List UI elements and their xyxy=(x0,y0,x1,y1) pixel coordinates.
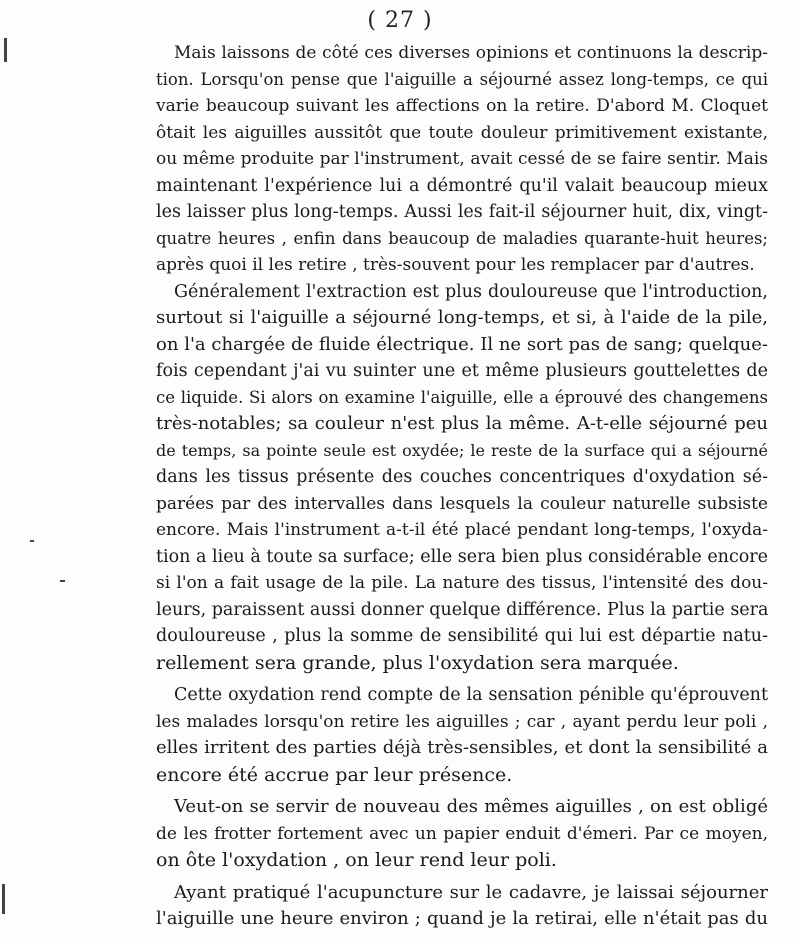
page-number: ( 27 ) xyxy=(367,8,433,33)
text-line: on ôte l'oxydation , on leur rend leur poli. xyxy=(156,849,557,871)
text-line: dans les tissus présente des couches concentriques d'oxydation sé- xyxy=(156,467,768,487)
text-line: tion. Lorsqu'on pense que l'aiguille a séjourné assez long-temps, ce qui xyxy=(156,69,768,89)
text-line: encore. Mais l'instrument a-t-il été placé pendant long-temps, l'oxyda- xyxy=(156,520,768,540)
text-line: Mais laissons de côté ces diverses opinions et continuons la descrip- xyxy=(174,43,768,63)
text-line: leurs, paraissent aussi donner quelque différence. Plus la partie sera xyxy=(156,599,768,620)
text-line: très-notables; sa couleur n'est plus la même. A-t-elle séjourné peu xyxy=(156,413,768,434)
text-line: ôtait les aiguilles aussitôt que toute douleur primitivement existante, xyxy=(156,122,768,143)
scan-mark xyxy=(60,580,65,582)
text-line: maintenant l'expérience lui a démontré qu'il valait beaucoup mieux xyxy=(156,175,768,196)
text-line: les malades lorsqu'on retire les aiguilles ; car , ayant perdu leur poli , xyxy=(156,711,768,732)
text-line: tion a lieu à toute sa surface; elle sera bien plus considérable encore xyxy=(156,546,768,567)
text-line: rellement sera grande, plus l'oxydation sera marquée. xyxy=(156,651,679,674)
paragraph xyxy=(156,682,768,788)
paragraph xyxy=(156,794,768,874)
text-line: varie beaucoup suivant les affections on la retire. D'abord M. Cloquet xyxy=(156,96,768,116)
scan-mark xyxy=(30,540,34,542)
text-line: elles irritent des parties déjà très-sensibles, et dont la sensibilité a xyxy=(156,737,768,758)
paragraph xyxy=(156,40,768,279)
scan-mark xyxy=(4,38,7,62)
scan-mark xyxy=(2,884,5,914)
text-line: fois cependant j'ai vu suinter une et même plusieurs gouttelettes de xyxy=(156,361,768,381)
text-line: quatre heures , enfin dans beaucoup de maladies quarante-huit heures; xyxy=(156,228,768,248)
text-line: encore été accrue par leur présence. xyxy=(156,763,513,786)
text-line: douloureuse , plus la somme de sensibilité qui lui est départie natu- xyxy=(156,626,768,646)
text-line: de temps, sa pointe seule est oxydée; le reste de la surface qui a séjourné xyxy=(156,440,768,460)
text-line: de les frotter fortement avec un papier enduit d'émeri. Par ce moyen, xyxy=(156,823,768,844)
text-line: Veut-on se servir de nouveau des mêmes aiguilles , on est obligé xyxy=(174,796,768,817)
paragraph xyxy=(156,279,768,677)
text-line: ou même produite par l'instrument, avait cessé de se faire sentir. Mais xyxy=(156,149,768,169)
text-line: on l'a chargée de fluide électrique. Il ne sort pas de sang; quelque- xyxy=(156,333,768,355)
text-line: Généralement l'extraction est plus douloureuse que l'introduction, xyxy=(174,281,768,302)
body-text xyxy=(156,40,768,933)
text-line: ce liquide. Si alors on examine l'aiguille, elle a éprouvé des changemens xyxy=(156,387,768,407)
text-line: l'aiguille une heure environ ; quand je la retirai, elle n'était pas du xyxy=(156,908,768,929)
text-line: après quoi il les retire , très-souvent pour les remplacer par d'autres. xyxy=(156,255,755,275)
text-line: parées par des intervalles dans lesquels la couleur naturelle subsiste xyxy=(156,493,768,514)
text-line: Ayant pratiqué l'acupuncture sur le cadavre, je laissai séjourner xyxy=(174,881,768,903)
text-line: si l'on a fait usage de la pile. La nature des tissus, l'intensité des dou- xyxy=(156,573,768,593)
paragraph xyxy=(156,880,768,933)
text-line: surtout si l'aiguille a séjourné long-temps, et si, à l'aide de la pile, xyxy=(156,307,768,328)
text-line: Cette oxydation rend compte de la sensation pénible qu'éprouvent xyxy=(174,685,768,705)
text-line: les laisser plus long-temps. Aussi les fait-il séjourner huit, dix, vingt- xyxy=(156,202,768,222)
